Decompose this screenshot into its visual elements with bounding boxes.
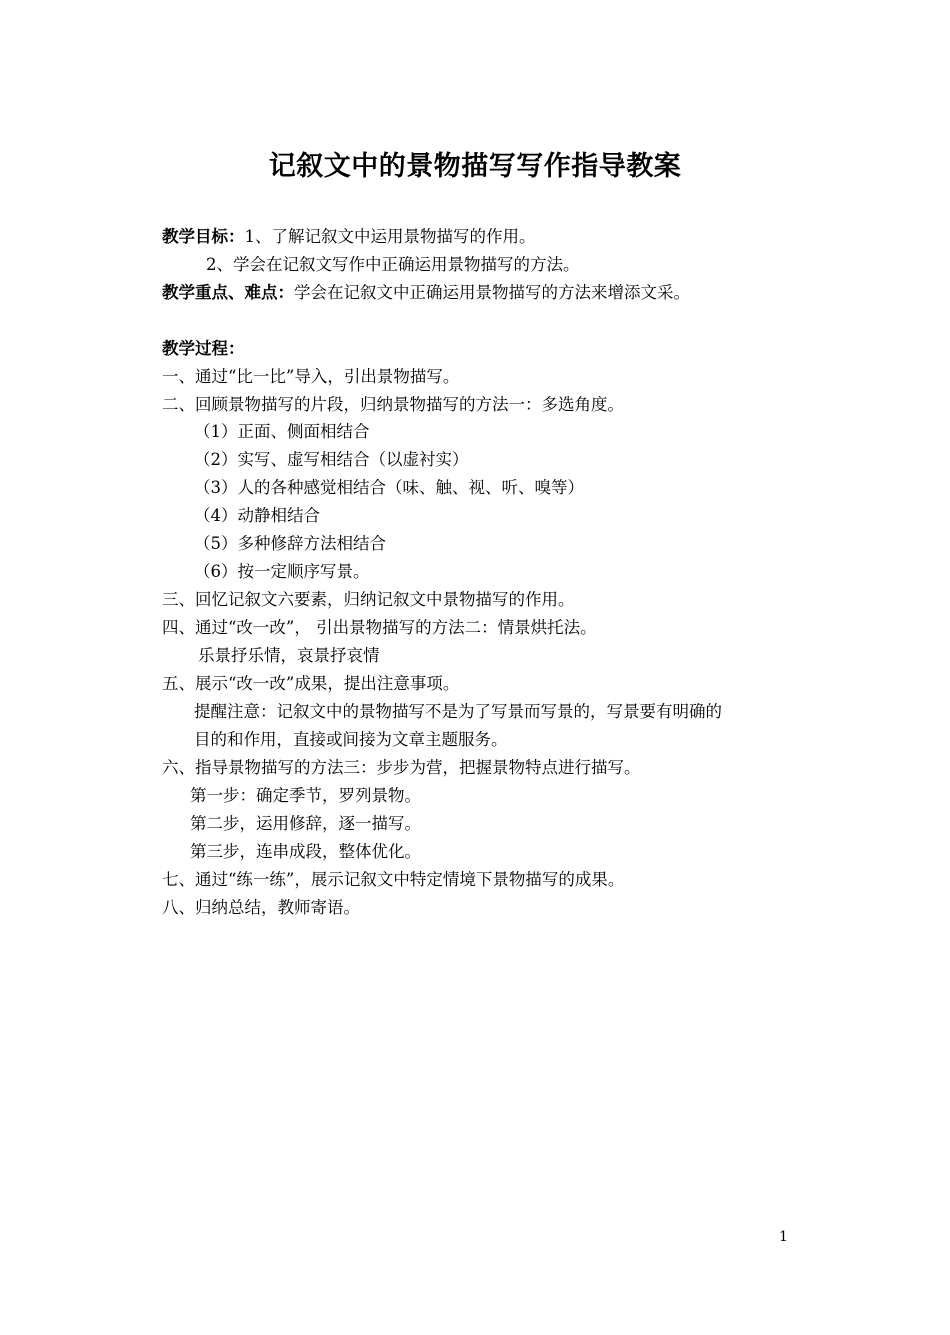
key-points-line bbox=[162, 282, 690, 304]
process-sub-item: （3）人的各种感觉相结合（味、触、视、听、嗅等） bbox=[194, 478, 584, 497]
process-step: 七、通过“练一练”，展示记叙文中特定情境下景物描写的成果。 bbox=[162, 870, 625, 889]
process-step: 三、回忆记叙文六要素，归纳记叙文中景物描写的作用。 bbox=[162, 590, 575, 609]
process-sub-item: （4）动静相结合 bbox=[194, 506, 320, 525]
process-step: 二、回顾景物描写的片段，归纳景物描写的方法一：多选角度。 bbox=[162, 395, 624, 414]
process-note: 乐景抒乐情，哀景抒哀情 bbox=[198, 646, 380, 665]
process-sub-item: 第三步，连串成段，整体优化。 bbox=[190, 842, 421, 861]
objective-item-2: 2、学会在记叙文写作中正确运用景物描写的方法。 bbox=[206, 255, 580, 274]
objective-line-1 bbox=[162, 226, 536, 248]
process-sub-item: （5）多种修辞方法相结合 bbox=[194, 534, 386, 553]
process-step: 八、归纳总结，教师寄语。 bbox=[162, 898, 360, 917]
process-step: 五、展示“改一改”成果，提出注意事项。 bbox=[162, 674, 460, 693]
key-points-label: 教学重点、难点： bbox=[162, 283, 294, 302]
key-points-text: 学会在记叙文中正确运用景物描写的方法来增添文采。 bbox=[294, 283, 690, 302]
process-sub-item: （6）按一定顺序写景。 bbox=[194, 562, 370, 581]
process-step: 六、指导景物描写的方法三：步步为营，把握景物特点进行描写。 bbox=[162, 758, 641, 777]
objective-label: 教学目标： bbox=[162, 227, 245, 246]
objective-item-1: 1、了解记叙文中运用景物描写的作用。 bbox=[244, 227, 536, 246]
process-sub-item: 第一步：确定季节，罗列景物。 bbox=[190, 786, 421, 805]
process-label: 教学过程： bbox=[162, 339, 245, 358]
process-sub-item: （2）实写、虚写相结合（以虚衬实） bbox=[194, 450, 469, 469]
process-step: 一、通过“比一比”导入，引出景物描写。 bbox=[162, 367, 460, 386]
process-note: 提醒注意：记叙文中的景物描写不是为了写景而写景的，写景要有明确的 bbox=[194, 702, 722, 721]
process-sub-item: （1）正面、侧面相结合 bbox=[194, 422, 370, 441]
page-number: 1 bbox=[779, 1229, 788, 1245]
process-sub-item: 第二步，运用修辞，逐一描写。 bbox=[190, 814, 421, 833]
process-step: 四、通过“改一改”， 引出景物描写的方法二：情景烘托法。 bbox=[162, 618, 597, 637]
process-note: 目的和作用，直接或间接为文章主题服务。 bbox=[194, 730, 508, 749]
document-title: 记叙文中的景物描写写作指导教案 bbox=[268, 151, 682, 182]
